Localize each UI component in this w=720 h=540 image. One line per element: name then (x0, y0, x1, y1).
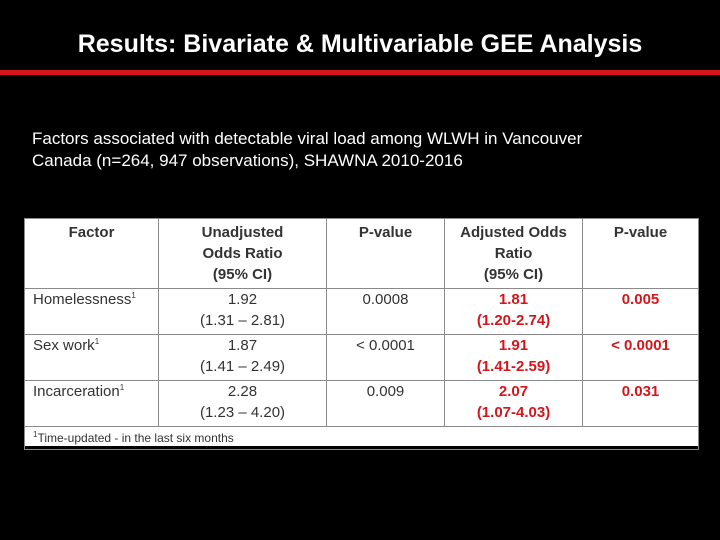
header-unadjusted-or: Unadjusted Odds Ratio (95% CI) (159, 219, 327, 289)
table-row (25, 335, 699, 381)
factor-cell: Sex work$^1$ (25, 335, 159, 381)
subtitle-line-1: Factors associated with detectable viral load among WLWH in Vancouver (32, 129, 583, 148)
unadjusted-or-cell: 1.87 (1.41 – 2.49) (159, 335, 327, 381)
adjusted-or-cell: 1.81 (1.20-2.74) (445, 289, 583, 335)
factor-cell: Homelessness$^1$ (25, 289, 159, 335)
slide-title: Results: Bivariate & Multivariable GEE Analysis (77, 30, 643, 58)
header-p-value-adjusted: P-value (583, 219, 699, 289)
slide-subtitle (32, 128, 702, 172)
adjusted-p-value-cell: 0.031 (583, 381, 699, 427)
header-p-value-unadjusted: P-value (327, 219, 445, 289)
unadjusted-or-cell: 2.28 (1.23 – 4.20) (159, 381, 327, 427)
unadjusted-or-cell: 1.92 (1.31 – 2.81) (159, 289, 327, 335)
subtitle-line-2: Canada (n=264, 947 observations), SHAWNA 2010-2016 (32, 151, 463, 170)
results-table-container (24, 218, 698, 446)
adjusted-p-value-cell: 0.005 (583, 289, 699, 335)
header-adjusted-or: Adjusted Odds Ratio (95% CI) (445, 219, 583, 289)
footnote-row (25, 427, 699, 450)
p-value-cell: 0.009 (327, 381, 445, 427)
adjusted-or-cell: 2.07 (1.07-4.03) (445, 381, 583, 427)
table-header-row (25, 219, 699, 289)
p-value-cell: 0.0008 (327, 289, 445, 335)
results-table (24, 218, 699, 450)
table-row (25, 289, 699, 335)
title-divider (0, 70, 720, 75)
header-factor: Factor (25, 219, 159, 289)
footnote: $^1$Time-updated - in the last six months (25, 427, 699, 450)
p-value-cell: < 0.0001 (327, 335, 445, 381)
adjusted-or-cell: 1.91 (1.41-2.59) (445, 335, 583, 381)
factor-cell: Incarceration$^1$ (25, 381, 159, 427)
adjusted-p-value-cell: < 0.0001 (583, 335, 699, 381)
table-row (25, 381, 699, 427)
